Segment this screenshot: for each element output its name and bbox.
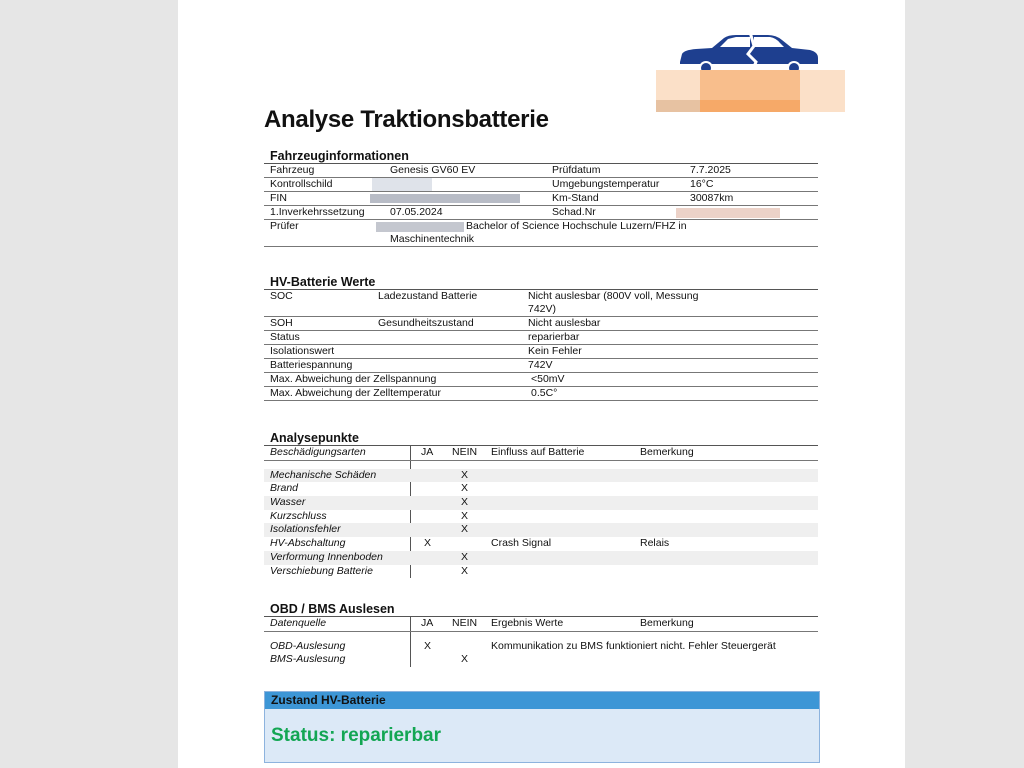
hv-row (264, 345, 818, 359)
hv-row (264, 331, 818, 345)
redacted-value (676, 208, 780, 218)
info-value: 16°C (690, 178, 714, 190)
redacted-block (656, 100, 700, 112)
table-row (264, 523, 818, 537)
hv-label: Batteriespannung (270, 359, 353, 371)
column-header: Beschädigungsarten (270, 446, 366, 458)
info-row (264, 220, 818, 247)
obd-table (264, 617, 818, 667)
redacted-block (700, 70, 800, 100)
column-header: NEIN (452, 617, 478, 629)
hv-row (264, 387, 818, 401)
damage-type: HV-Abschaltung (270, 537, 346, 550)
redacted-block (700, 100, 800, 112)
damage-type: Mechanische Schäden (270, 468, 377, 481)
info-label: Prüfdatum (552, 164, 601, 176)
hv-label: SOH (270, 317, 293, 329)
analysis-table (264, 446, 818, 578)
hv-row (264, 290, 818, 317)
table-row (264, 469, 818, 483)
info-label: Km-Stand (552, 192, 599, 204)
hv-value: <50mV (531, 373, 565, 385)
redacted-name (376, 222, 464, 232)
column-header: Einfluss auf Batterie (491, 446, 585, 458)
nein-cell: X (461, 550, 469, 563)
hv-value: reparierbar (528, 331, 580, 343)
obd-section (264, 602, 818, 667)
section-heading: Analysepunkte (264, 431, 818, 446)
damage-type: Verformung Innenboden (270, 550, 383, 563)
info-value: 7.7.2025 (690, 164, 731, 176)
damage-type: Verschiebung Batterie (270, 564, 373, 577)
column-header: Datenquelle (270, 617, 327, 629)
nein-cell: X (461, 564, 469, 577)
table-row (264, 496, 818, 510)
table-header-row (264, 617, 818, 632)
hv-value: Kein Fehler (528, 345, 582, 357)
hv-label: Isolationswert (270, 345, 335, 357)
page-title: Analyse Traktionsbatterie (264, 106, 549, 133)
info-value: Maschinentechnik (390, 233, 475, 245)
section-heading: Fahrzeuginformationen (264, 149, 818, 164)
redacted-value (370, 194, 520, 203)
hv-value: 742V (528, 359, 553, 371)
hv-label: SOC (270, 290, 293, 302)
info-label: Kontrollschild (270, 178, 333, 190)
info-label: Prüfer (270, 220, 299, 232)
nein-cell: X (461, 523, 469, 536)
nein-cell: X (461, 653, 469, 666)
hv-label: Max. Abweichung der Zellspannung (270, 373, 437, 385)
ja-cell: X (424, 537, 432, 550)
section-heading: OBD / BMS Auslesen (264, 602, 818, 617)
nein-cell: X (461, 496, 469, 509)
table-row (264, 565, 818, 579)
info-label: Umgebungstemperatur (552, 178, 660, 190)
column-header: Ergebnis Werte (491, 617, 564, 629)
nein-cell: X (461, 482, 469, 495)
battery-state-heading: Zustand HV-Batterie (265, 692, 819, 709)
hv-desc: Gesundheitszustand (378, 317, 474, 329)
info-row (264, 192, 818, 206)
info-row (264, 178, 818, 192)
einfluss-cell: Crash Signal (491, 537, 552, 550)
info-row (264, 164, 818, 178)
analysis-section (264, 431, 818, 578)
damage-type: Kurzschluss (270, 509, 327, 522)
table-header-row (264, 446, 818, 461)
info-label: Fahrzeug (270, 164, 315, 176)
info-value: Genesis GV60 EV (390, 164, 476, 176)
vehicle-info-section (264, 149, 818, 247)
ja-cell: X (424, 639, 432, 652)
column-header: NEIN (452, 446, 478, 458)
info-label: 1.Inverkehrssetzung (270, 206, 365, 218)
bemerkung-cell: Relais (640, 537, 670, 550)
battery-state-box (264, 691, 820, 763)
column-header: Bemerkung (640, 617, 694, 629)
nein-cell: X (461, 468, 469, 481)
hv-label: Status (270, 331, 300, 343)
info-value: 30087km (690, 192, 734, 204)
hv-value: 742V) (528, 303, 557, 315)
hv-value: Nicht auslesbar (528, 317, 601, 329)
hv-row (264, 373, 818, 387)
info-label: Schad.Nr (552, 206, 596, 218)
hv-row (264, 359, 818, 373)
table-row (264, 640, 818, 654)
table-row (264, 510, 818, 524)
column-header: Bemerkung (640, 446, 694, 458)
battery-status-text: Status: reparierbar (271, 725, 442, 746)
report-page (178, 0, 905, 768)
table-row (264, 551, 818, 565)
spacer-row (264, 461, 818, 469)
result-cell: Kommunikation zu BMS funktioniert nicht. Fehler Steuergerät (491, 639, 776, 652)
table-row (264, 537, 818, 551)
column-header: JA (421, 446, 434, 458)
info-value: Bachelor of Science Hochschule Luzern/FHZ in (466, 220, 687, 232)
hv-value: Nicht auslesbar (800V voll, Messung (528, 290, 699, 302)
nein-cell: X (461, 509, 469, 522)
column-header: JA (421, 617, 434, 629)
hv-row (264, 317, 818, 331)
data-source: OBD-Auslesung (270, 639, 346, 652)
hv-value: 0.5C° (531, 387, 558, 399)
hv-battery-section (264, 275, 818, 401)
data-source: BMS-Auslesung (270, 653, 346, 666)
spacer-row (264, 632, 818, 640)
table-row (264, 482, 818, 496)
damage-type: Isolationsfehler (270, 523, 341, 536)
info-row (264, 206, 818, 220)
info-value: 07.05.2024 (390, 206, 443, 218)
damage-type: Wasser (270, 496, 306, 509)
redacted-value (372, 178, 432, 191)
section-heading: HV-Batterie Werte (264, 275, 818, 290)
info-label: FIN (270, 192, 287, 204)
hv-desc: Ladezustand Batterie (378, 290, 478, 302)
table-row (264, 653, 818, 667)
damage-type: Brand (270, 482, 299, 495)
hv-label: Max. Abweichung der Zelltemperatur (270, 387, 441, 399)
